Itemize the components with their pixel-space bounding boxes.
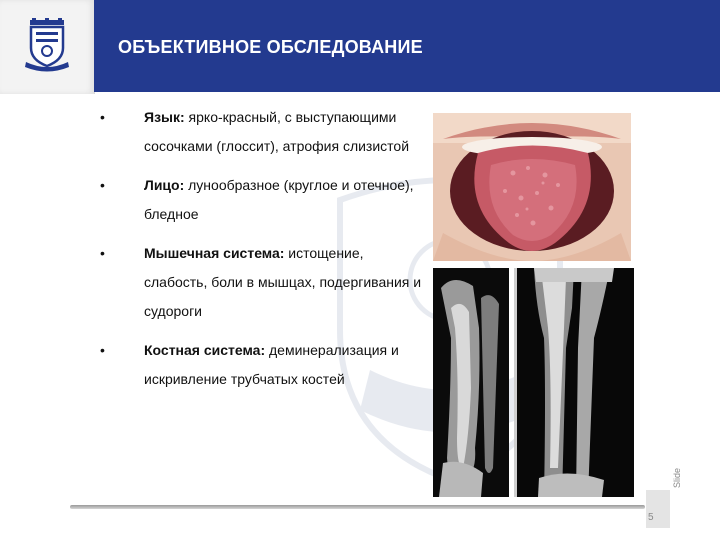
list-item-bones	[100, 336, 430, 394]
bullet: •	[100, 109, 105, 125]
item-label: Язык:	[144, 109, 185, 125]
item-text: ярко-красный, с выступающими сосочками (глоссит), атрофия слизистой	[144, 109, 410, 154]
item-text: деминерализация и искривление трубчатых костей	[144, 342, 399, 387]
list-item-muscles	[100, 239, 430, 326]
xray-photo-left	[433, 268, 509, 497]
list-item-tongue	[100, 103, 430, 161]
page-number: 5	[648, 512, 654, 523]
tongue-photo	[433, 113, 631, 261]
bullet: •	[100, 342, 105, 358]
item-label: Лицо:	[144, 177, 185, 193]
item-text: истощение, слабость, боли в мышцах, подергивания и судороги	[144, 245, 422, 319]
xray-photo-right	[514, 268, 634, 497]
findings-list	[100, 103, 430, 404]
page-title: ОБЪЕКТИВНОЕ ОБСЛЕДОВАНИЕ	[118, 37, 423, 57]
list-item-face	[100, 171, 430, 229]
university-crest-icon	[22, 18, 72, 74]
item-label: Мышечная система:	[144, 245, 285, 261]
logo-panel	[0, 0, 95, 94]
item-label: Костная система:	[144, 342, 266, 358]
footer-divider	[70, 505, 645, 509]
item-text: лунообразное (круглое и отечное), бледное	[144, 177, 414, 222]
bullet: •	[100, 177, 105, 193]
bullet: •	[100, 245, 105, 261]
slide-label: Slide	[672, 467, 682, 488]
